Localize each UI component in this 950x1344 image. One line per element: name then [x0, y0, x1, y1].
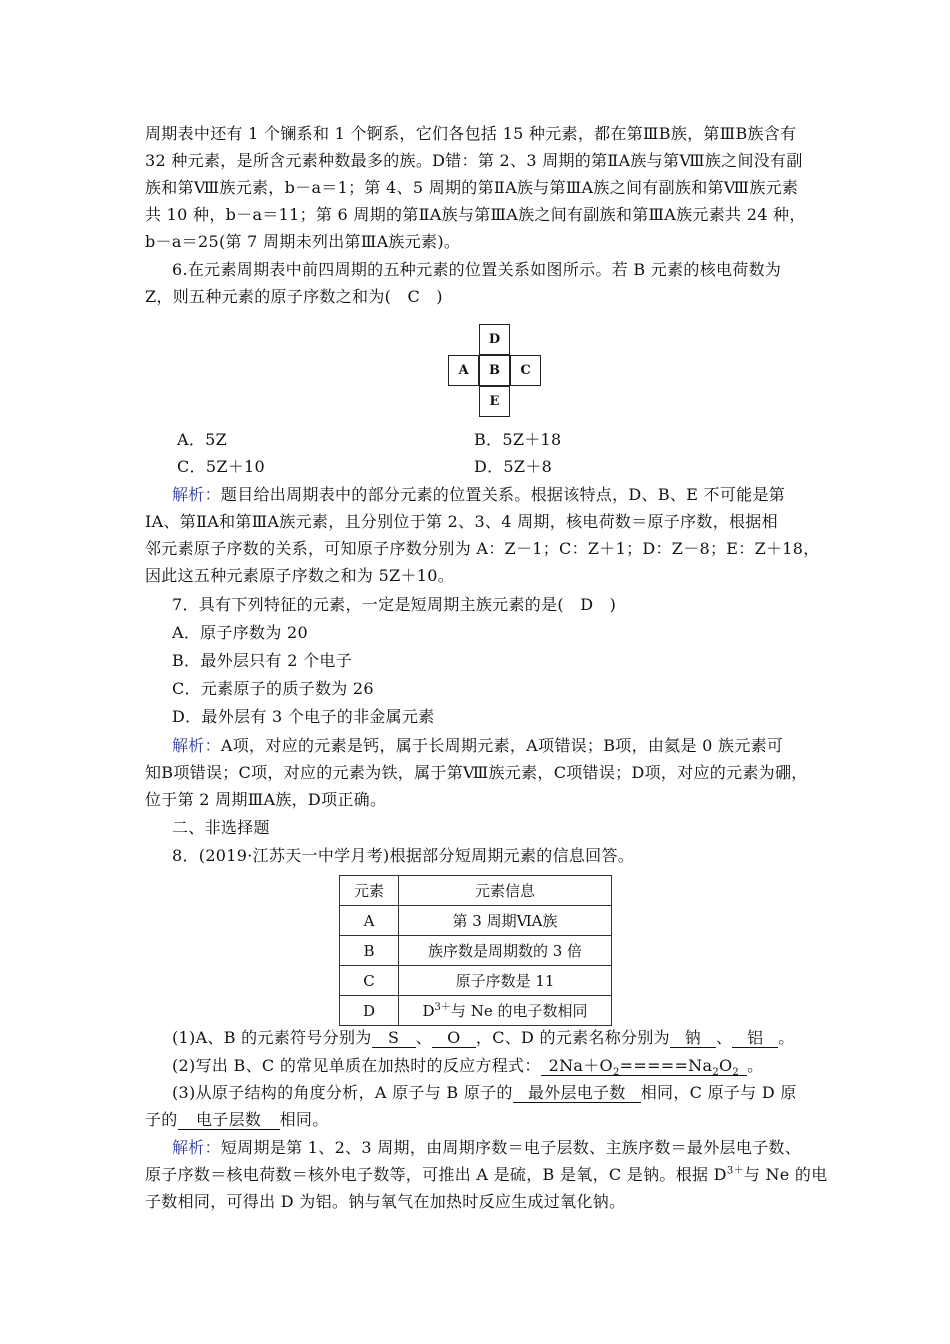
q6-analysis-line-1: [172, 485, 837, 505]
q6-option-b: B．5Z＋18: [474, 430, 562, 449]
intro-line-2: 32 种元素，是所含元素种数最多的族。D错：第 2、3 周期的第ⅡA族与第Ⅷ族之间没有副: [145, 151, 803, 170]
grid-cell-right: C: [510, 355, 541, 386]
table-cell: 第 3 周期ⅥA族: [399, 906, 612, 936]
q6-stem-1: 6.在元素周期表中前四周期的五种元素的位置关系如图所示。若 B 元素的核电荷数为: [172, 260, 782, 279]
q8-part-3-line-2: [145, 1110, 810, 1130]
ion-charge: 3＋: [434, 1002, 451, 1013]
intro-line-4: 共 10 种，b－a＝11；第 6 周期的第ⅡA族与第ⅢA族之间有副族和第ⅢA族元素共 24 种，: [145, 205, 806, 224]
q8-analysis-text-2: 原子序数＝核电荷数＝核外电子数等，可推出 A 是硫，B 是氧，C 是钠。根据 D: [145, 1165, 727, 1184]
equation-blank: [541, 1056, 747, 1079]
table-cell: D: [340, 996, 399, 1026]
answer-blank-a: S: [372, 1029, 416, 1048]
ion-symbol: D: [422, 1002, 435, 1020]
q6-analysis-line-4: 因此这五种元素原子序数之和为 5Z＋10。: [145, 566, 455, 585]
q8-part-1: [172, 1028, 837, 1048]
ion-charge: 3＋: [726, 1165, 744, 1177]
table-header: 元素: [340, 876, 399, 906]
separator: 、: [715, 1028, 733, 1047]
q7-analysis-line-3: 位于第 2 周期ⅢA族，D项正确。: [145, 790, 387, 809]
q8-part-1-mid: ，C、D 的元素名称分别为: [475, 1028, 670, 1047]
q7-stem: 7．具有下列特征的元素，一定是短周期主族元素的是( D ): [172, 595, 617, 614]
table-row: [340, 966, 612, 996]
q6-analysis-text-1: 题目给出周期表中的部分元素的位置关系。根据该特点，D、B、E 不可能是第: [220, 485, 786, 504]
analysis-label: 解析：: [172, 1138, 221, 1157]
table-cell: B: [340, 936, 399, 966]
q7-option-d: D．最外层有 3 个电子的非金属元素: [172, 707, 435, 726]
grid-cell-top: D: [479, 324, 510, 355]
period: 。: [778, 1028, 795, 1047]
table-cell: 原子序数是 11: [399, 966, 612, 996]
element-info-table: [339, 875, 612, 1026]
q8-part-2: [172, 1056, 837, 1079]
q8-analysis-line-3: 子数相同，可得出 D 为铝。钠与氧气在加热时反应生成过氧化钠。: [145, 1192, 626, 1211]
answer-blank-d: 铝: [732, 1029, 778, 1048]
table-row: [340, 996, 612, 1026]
q6-stem-2: Z，则五种元素的原子序数之和为( C ): [145, 287, 443, 306]
q7-option-c: C．元素原子的质子数为 26: [172, 679, 374, 698]
q6-option-d: D．5Z＋8: [474, 457, 553, 476]
answer-blank-electron-shells: 电子层数: [178, 1111, 280, 1130]
q7-analysis-line-2: 知B项错误；C项，对应的元素为铁，属于第Ⅷ族元素，C项错误；D项，对应的元素为硼，: [145, 763, 808, 782]
intro-line-1: 周期表中还有 1 个镧系和 1 个锕系，它们各包括 15 种元素，都在第ⅢB族，第ⅢB族含有: [145, 124, 797, 143]
q8-part-3-l2-pre: 子的: [145, 1110, 178, 1129]
q8-analysis-text-1: 短周期是第 1、2、3 周期，由周期序数＝电子层数、主族序数＝最外层电子数、: [220, 1138, 802, 1157]
table-header-row: [340, 876, 612, 906]
table-cell: A: [340, 906, 399, 936]
q8-analysis-line-1: [172, 1138, 837, 1158]
separator: 、: [415, 1028, 432, 1047]
q7-option-b: B．最外层只有 2 个电子: [172, 651, 353, 670]
q6-analysis-line-2: ⅠA、第ⅡA和第ⅢA族元素，且分别位于第 2、3、4 周期，核电荷数＝原子序数，根据相: [145, 512, 778, 531]
answer-blank-c: 钠: [670, 1029, 716, 1048]
table-header: 元素信息: [399, 876, 612, 906]
subscript: 2: [732, 1067, 740, 1079]
q8-part-3-line-1: [172, 1083, 837, 1103]
q8-part-3-mid: 相同，C 原子与 D 原: [640, 1083, 797, 1102]
q6-option-a: A．5Z: [177, 430, 228, 449]
subscript: 2: [712, 1067, 719, 1079]
q7-analysis-text-1: A项，对应的元素是钙，属于长周期元素，A项错误；B项，由氦是 0 族元素可: [220, 736, 784, 755]
eq-arrow: =====Na: [619, 1056, 713, 1075]
intro-line-5: b－a＝25(第 7 周期未列出第ⅢA族元素)。: [145, 232, 461, 251]
table-cell-ion: [399, 996, 612, 1026]
subscript: 2: [612, 1067, 620, 1079]
intro-line-3: 族和第Ⅷ族元素，b－a＝1；第 4、5 周期的第ⅡA族与第ⅢA族之间有副族和第Ⅷ族元素: [145, 178, 799, 197]
q8-analysis-line-2: [145, 1165, 828, 1185]
eq-product: O: [719, 1056, 733, 1075]
table-cell: C: [340, 966, 399, 996]
q6-option-c: C．5Z＋10: [177, 457, 265, 476]
table-row: [340, 906, 612, 936]
q8-stem: 8．(2019·江苏天一中学月考)根据部分短周期元素的信息回答。: [172, 846, 635, 865]
q8-part-1-text: (1)A、B 的元素符号分别为: [172, 1028, 372, 1047]
ion-info: 与 Ne 的电子数相同: [450, 1002, 588, 1020]
q6-analysis-line-3: 邻元素原子序数的关系，可知原子序数分别为 A：Z－1；C：Z＋1；D：Z－8；E：Z＋18，: [145, 539, 820, 558]
period: 。: [747, 1056, 764, 1075]
section-heading: 二、非选择题: [172, 818, 270, 837]
table-cell: 族序数是周期数的 3 倍: [399, 936, 612, 966]
eq-reactants: 2Na＋O: [548, 1056, 613, 1075]
q8-part-2-text: (2)写出 B、C 的常见单质在加热时的反应方程式：: [172, 1056, 541, 1075]
q8-part-3-l2-end: 相同。: [279, 1110, 329, 1129]
q8-analysis-text-2b: 与 Ne 的电: [743, 1165, 828, 1184]
grid-cell-bottom: E: [479, 386, 510, 417]
grid-cell-center: B: [479, 355, 510, 386]
q8-part-3-text: (3)从原子结构的角度分析，A 原子与 B 原子的: [172, 1083, 513, 1102]
analysis-label: 解析：: [172, 736, 221, 755]
grid-cell-left: A: [448, 355, 479, 386]
answer-blank-outer-electrons: 最外层电子数: [513, 1084, 641, 1103]
q7-analysis-line-1: [172, 736, 837, 756]
analysis-label: 解析：: [172, 485, 221, 504]
table-row: [340, 936, 612, 966]
answer-blank-b: O: [432, 1029, 476, 1048]
q7-option-a: A．原子序数为 20: [172, 623, 309, 642]
